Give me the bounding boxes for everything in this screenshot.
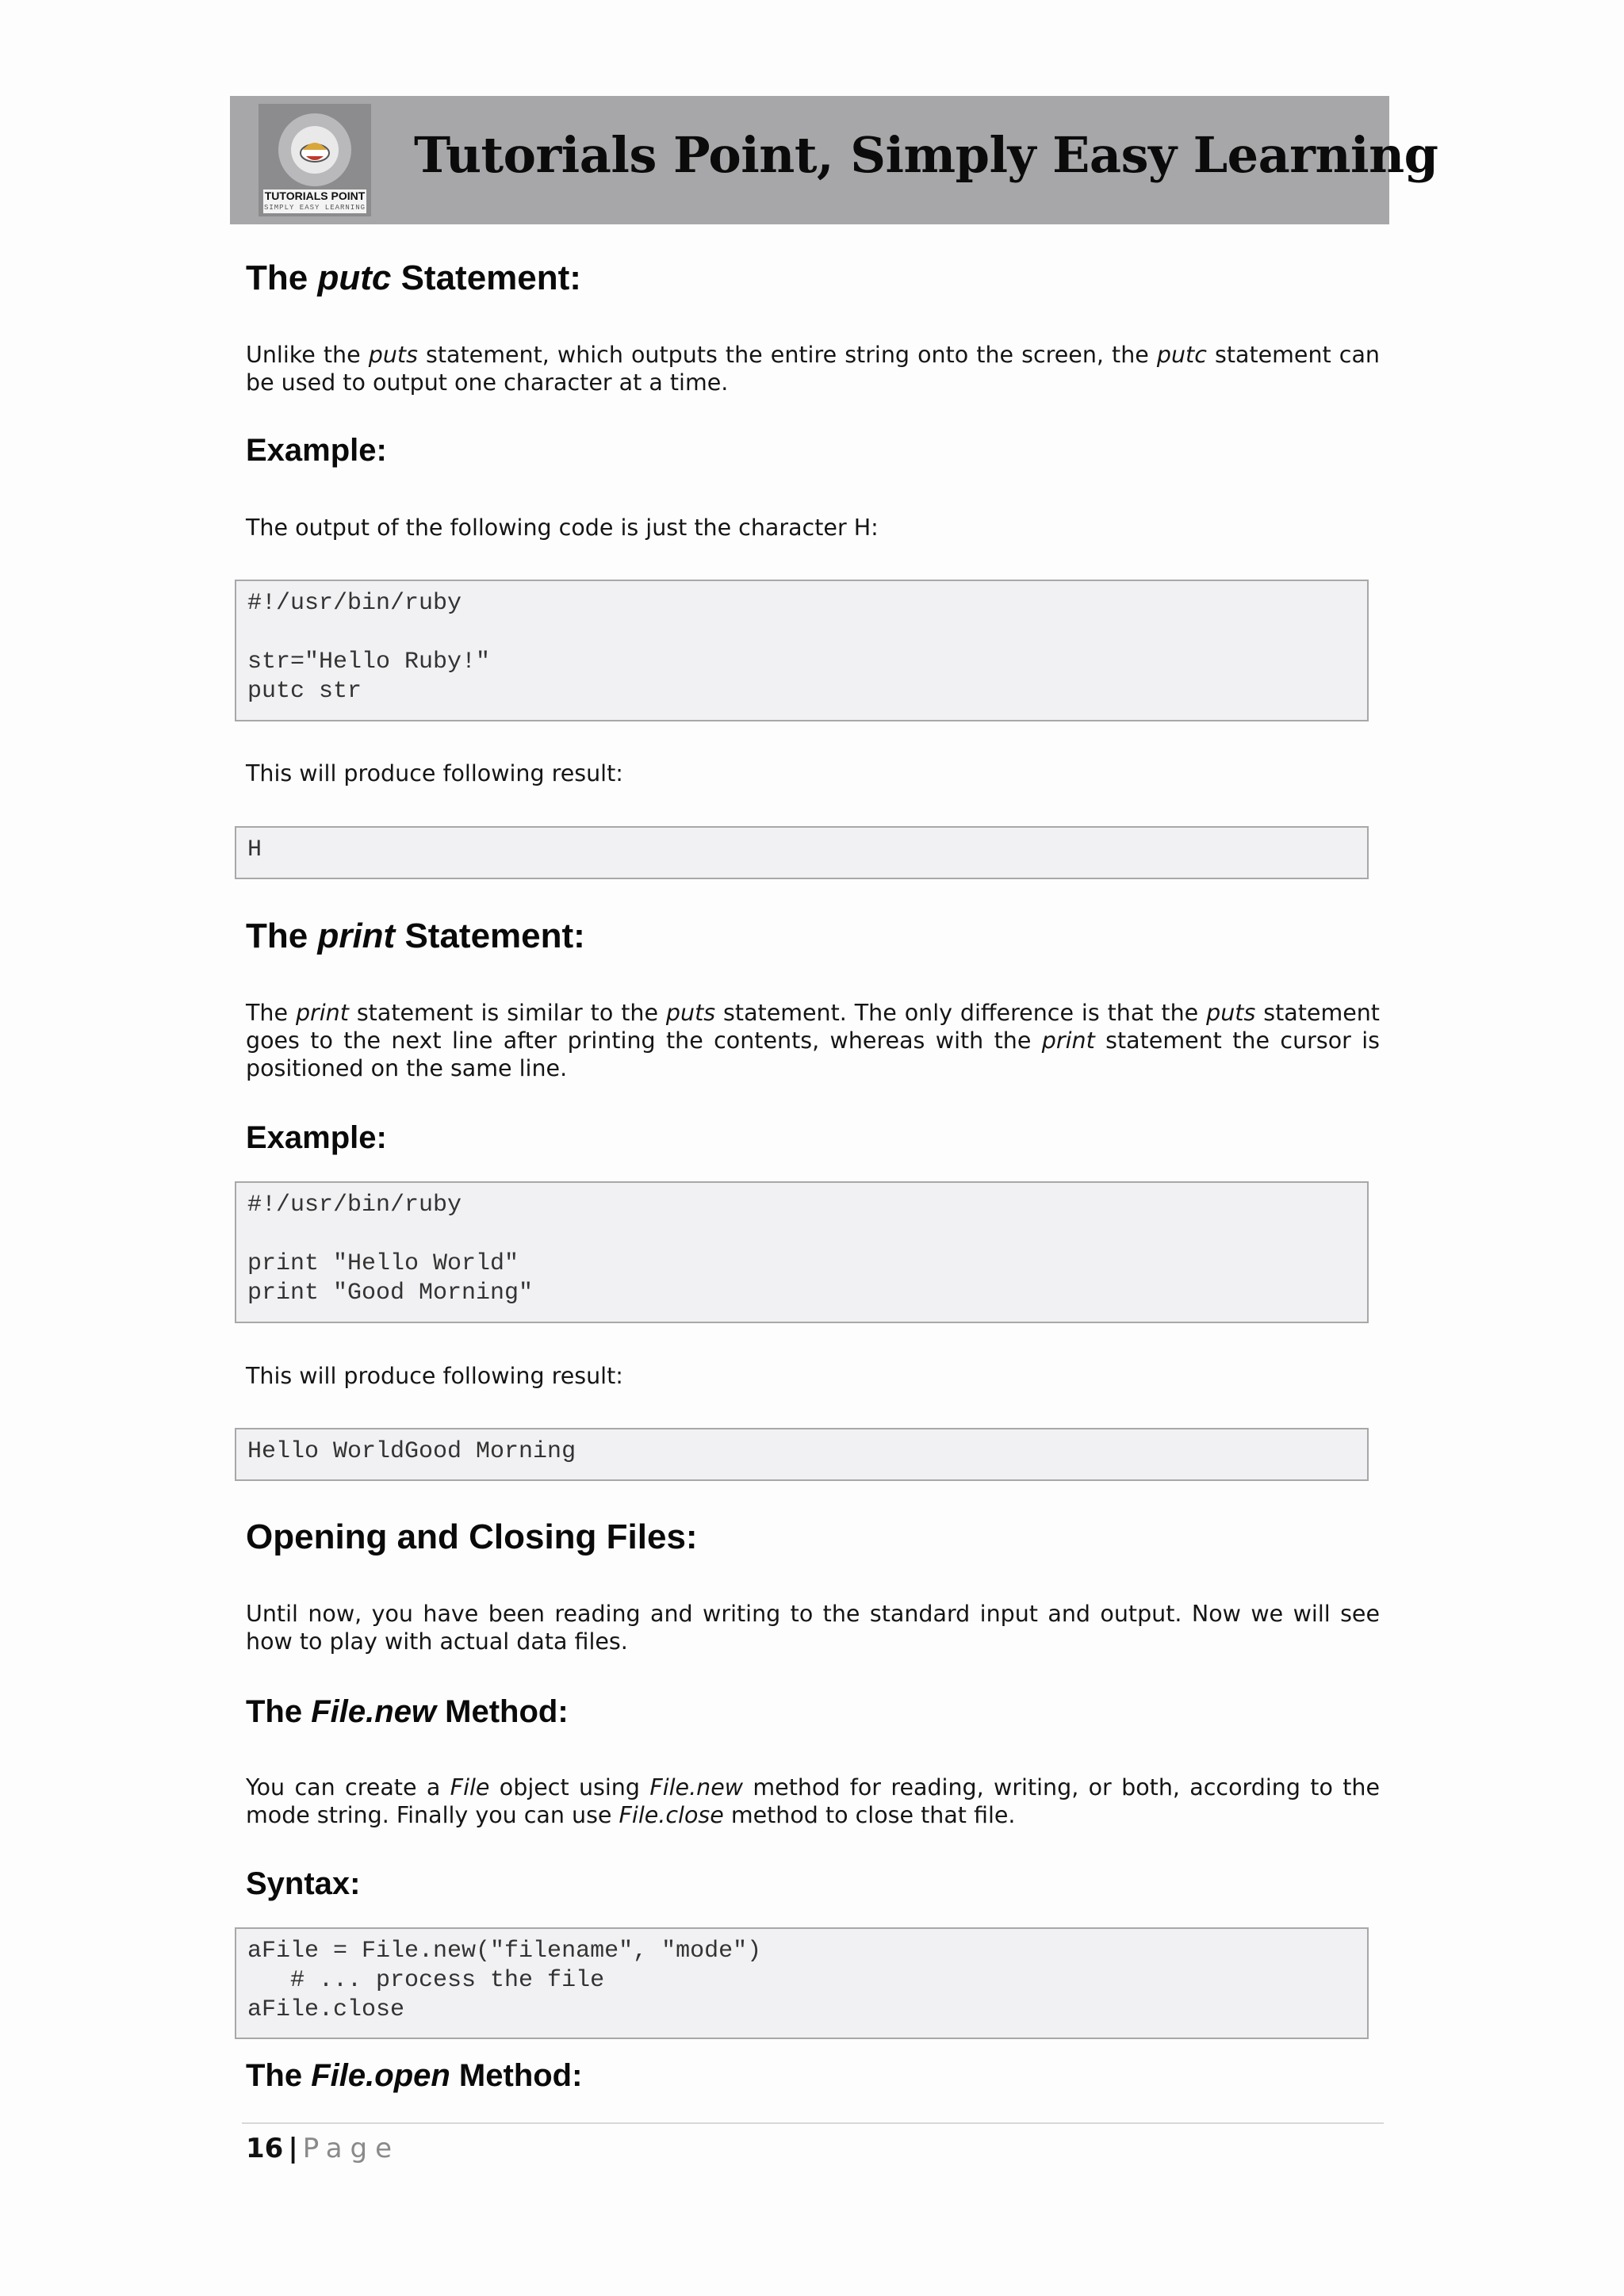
- putc-result-block: H: [235, 826, 1369, 879]
- opening-closing-files-heading: Opening and Closing Files:: [246, 1517, 698, 1556]
- print-heading: The print Statement:: [246, 916, 585, 955]
- files-paragraph: Until now, you have been reading and writing to the standard input and output. Now we will see how to play with actual data files.: [246, 1601, 1380, 1655]
- header-banner: [230, 96, 1438, 224]
- file-open-heading: The File.open Method:: [246, 2058, 583, 2093]
- putc-code-block: #!/usr/bin/ruby str="Hello Ruby!" putc str: [235, 580, 1369, 721]
- print-paragraph: The print statement is similar to the puts statement. The only difference is that the puts statement goes to the next line after printing the contents, whereas with the print statement the cursor is positioned on the same line.: [246, 1000, 1380, 1081]
- putc-example-heading: Example:: [246, 433, 387, 468]
- tutorials-point-logo: [259, 104, 371, 216]
- putc-result-intro: This will produce following result:: [246, 760, 623, 786]
- footer-separator: |: [288, 2133, 298, 2164]
- page-footer: [246, 2133, 400, 2164]
- print-example-heading: Example:: [246, 1120, 387, 1155]
- print-result-intro: This will produce following result:: [246, 1363, 623, 1389]
- print-result-block: Hello WorldGood Morning: [235, 1428, 1369, 1481]
- footer-divider: [242, 2122, 1384, 2124]
- print-code-block: #!/usr/bin/ruby print "Hello World" print "Good Morning": [235, 1181, 1369, 1323]
- putc-paragraph: Unlike the puts statement, which outputs the entire string onto the screen, the putc statement can be used to output one character at a time.: [246, 342, 1380, 396]
- file-new-code-block: aFile = File.new("filename", "mode") # ... process the file aFile.close: [235, 1927, 1369, 2039]
- page-number: 16: [246, 2133, 284, 2164]
- putc-example-intro: The output of the following code is just the character H:: [246, 515, 879, 541]
- putc-heading: The putc Statement:: [246, 258, 581, 297]
- page-label: Page: [302, 2133, 400, 2164]
- logo-tagline: SIMPLY EASY LEARNING: [263, 204, 366, 212]
- header-title: Tutorials Point, Simply Easy Learning: [414, 126, 1438, 184]
- syntax-heading: Syntax:: [246, 1866, 361, 1901]
- file-new-heading: The File.new Method:: [246, 1694, 569, 1729]
- file-new-paragraph: You can create a File object using File.new method for reading, writing, or both, according to the mode string. Finally you can use File.close method to close that file.: [246, 1774, 1381, 1828]
- logo-name: TUTORIALS POINT: [264, 189, 366, 202]
